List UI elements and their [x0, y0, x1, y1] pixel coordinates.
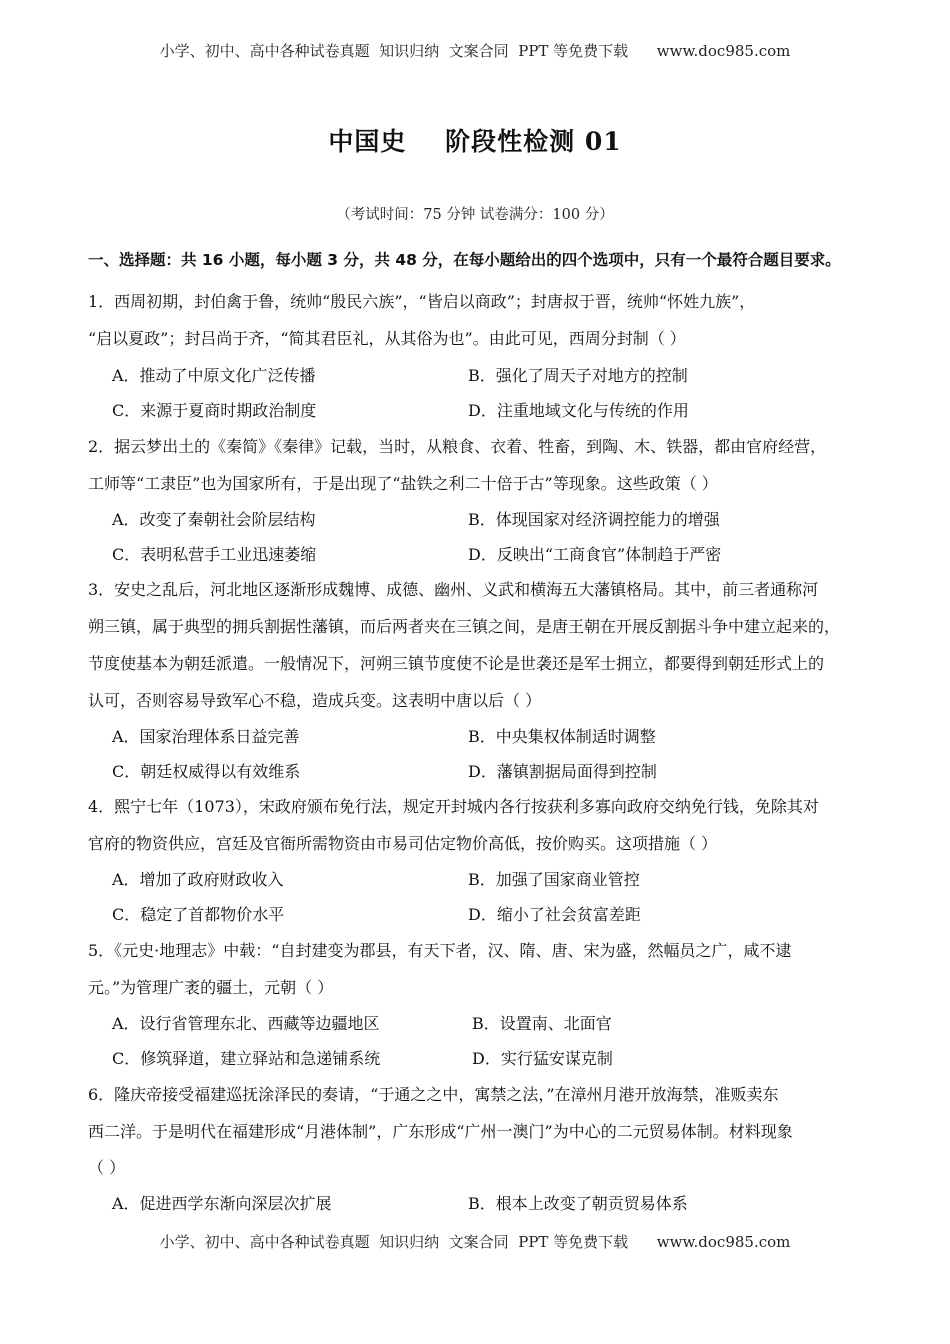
- option-b: B．中央集权体制适时调整: [468, 727, 656, 746]
- option-a: A．促进西学东渐向深层次扩展: [112, 1194, 332, 1213]
- option-c: C．稳定了首都物价水平: [112, 905, 285, 924]
- option-c: C．修筑驿道，建立驿站和急递铺系统: [112, 1049, 381, 1068]
- question-text-line: 官府的物资供应，宫廷及官衙所需物资由市易司估定物价高低，按价购买。这项措施（ ）: [88, 834, 718, 853]
- question-text-line: 2．据云梦出土的《秦简》《秦律》记载，当时，从粮食、衣着、牲畜，到陶、木、铁器，都由官府经营，: [88, 437, 827, 456]
- option-a: A．增加了政府财政收入: [112, 870, 284, 889]
- question-text-line: “启以夏政”；封吕尚于齐，“简其君臣礼，从其俗为也”。由此可见，西周分封制（ ）: [88, 329, 686, 348]
- option-c: C．表明私营手工业迅速萎缩: [112, 545, 317, 564]
- question-text-line: 西二洋。于是明代在福建形成“月港体制”，广东形成“广州一澳门”为中心的二元贸易体制。材料现象: [88, 1122, 793, 1141]
- question-text-line: 节度使基本为朝廷派遣。一般情况下，河朔三镇节度使不论是世袭还是军士拥立，都要得到朝廷形式上的: [88, 654, 825, 673]
- option-a: A．推动了中原文化广泛传播: [112, 366, 316, 385]
- question-text-line: 朔三镇，属于典型的拥兵割据性藩镇，而后两者夹在三镇之间，是唐王朝在开展反割据斗争中建立起来的，: [88, 617, 841, 636]
- question-text-line: 认可，否则容易导致军心不稳，造成兵变。这表明中唐以后（ ）: [88, 691, 542, 710]
- question-text-line: （ ）: [88, 1158, 126, 1177]
- option-a: A．国家治理体系日益完善: [112, 727, 300, 746]
- question-text-line: 元。”为管理广袤的疆土，元朝（ ）: [88, 978, 334, 997]
- option-d: D．藩镇割据局面得到控制: [468, 762, 657, 781]
- option-a: A．设行省管理东北、西藏等边疆地区: [112, 1014, 380, 1033]
- page-title: 中国史 阶段性检测 01: [328, 127, 622, 156]
- question-text-line: 1．西周初期，封伯禽于鲁，统帅“殷民六族”，“皆启以商政”；封唐叔于晋，统帅“怀姓九族”，: [88, 292, 756, 311]
- option-d: D．实行猛安谋克制: [472, 1049, 613, 1068]
- option-b: B．根本上改变了朝贡贸易体系: [468, 1194, 688, 1213]
- question-text-line: 工师等“工隶臣”也为国家所有，于是出现了“盐铁之利二十倍于古”等现象。这些政策（ ）: [88, 474, 718, 493]
- option-b: B．加强了国家商业管控: [468, 870, 640, 889]
- exam-meta: （考试时间：75 分钟 试卷满分：100 分）: [336, 207, 614, 223]
- option-b: B．体现国家对经济调控能力的增强: [468, 510, 720, 529]
- question-text-line: 5．《元史·地理志》中载：“自封建变为郡县，有天下者，汉、隋、唐、宋为盛，然幅员之广，咸不逮: [88, 941, 792, 960]
- option-d: D．缩小了社会贫富差距: [468, 905, 641, 924]
- question-text-line: 6．隆庆帝接受福建巡抚涂泽民的奏请，“于通之之中，寓禁之法，”在漳州月港开放海禁，准贩卖东: [88, 1085, 779, 1104]
- option-d: D．注重地域文化与传统的作用: [468, 401, 689, 420]
- option-d: D．反映出“工商食官”体制趋于严密: [468, 545, 722, 564]
- question-text-line: 4．熙宁七年（1073），宋政府颁布免行法，规定开封城内各行按获利多寡向政府交纳免行钱，免除其对: [88, 797, 819, 816]
- page-header: 小学、初中、高中各种试卷真题 知识归纳 文案合同 PPT 等免费下载 www.doc985.com: [159, 42, 791, 60]
- option-b: B．强化了周天子对地方的控制: [468, 366, 688, 385]
- section-heading: 一、选择题：共 16 小题，每小题 3 分，共 48 分，在每小题给出的四个选项中，只有一个最符合题目要求。: [88, 251, 841, 269]
- page-footer: 小学、初中、高中各种试卷真题 知识归纳 文案合同 PPT 等免费下载 www.doc985.com: [159, 1233, 791, 1251]
- option-b: B．设置南、北面官: [472, 1014, 612, 1033]
- option-a: A．改变了秦朝社会阶层结构: [112, 510, 316, 529]
- option-c: C．来源于夏商时期政治制度: [112, 401, 317, 420]
- option-c: C．朝廷权威得以有效维系: [112, 762, 301, 781]
- question-text-line: 3．安史之乱后，河北地区逐渐形成魏博、成德、幽州、义武和横海五大藩镇格局。其中，前三者通称河: [88, 580, 819, 599]
